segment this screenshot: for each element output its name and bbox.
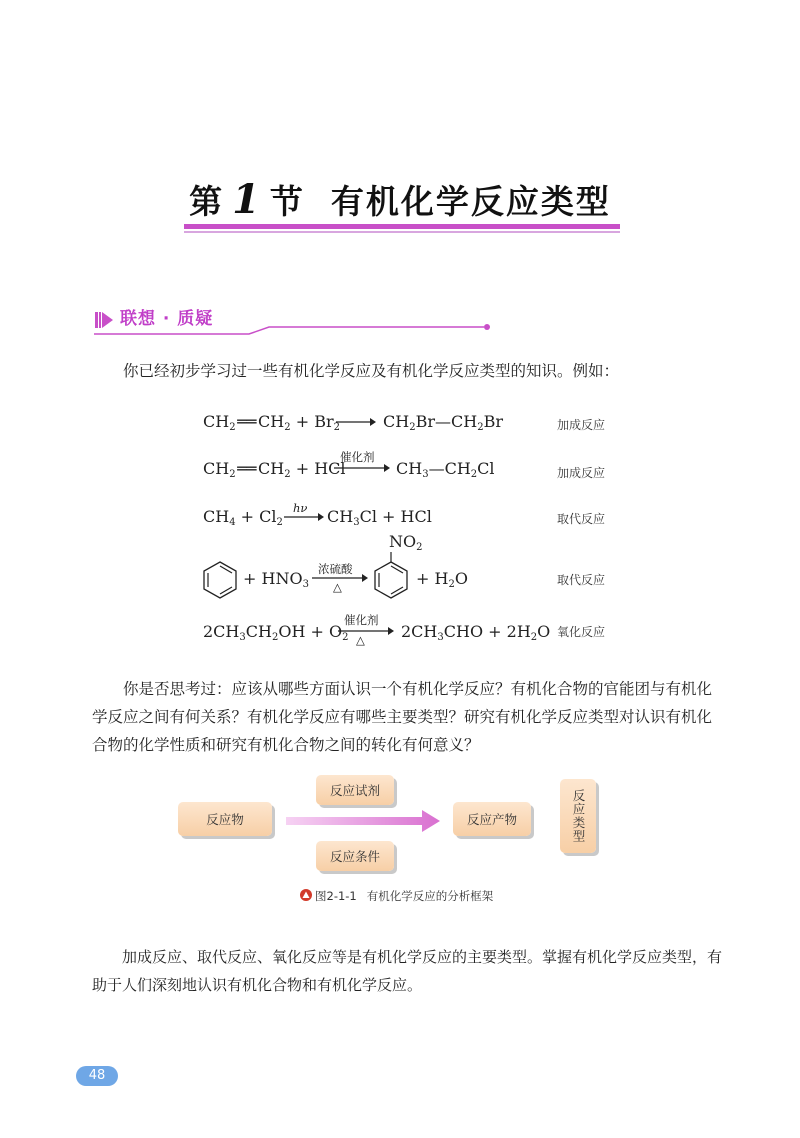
equation-4-reactant: + $HNO_3$: [243, 569, 309, 590]
reaction-arrow: [338, 625, 394, 637]
conclusion-paragraph: 加成反应、取代反应、氧化反应等是有机化学反应的主要类型。掌握有机化学反应类型，有助于人们深刻地认识有机化合物和有机化学反应。: [92, 948, 723, 994]
title-prefix: 第: [189, 182, 225, 221]
equation-1-product: $CH_2Br—CH_2Br$: [383, 412, 503, 433]
equation-1-type: 加成反应: [557, 418, 606, 432]
caption-triangle-icon: [300, 889, 312, 901]
title-suffix: 节: [269, 182, 305, 221]
diagram-box-condition: 反应条件: [316, 841, 394, 871]
title-underline-thin: [184, 231, 620, 233]
equation-2-product: $CH_3—CH_2Cl$: [396, 459, 495, 480]
figure-caption: [300, 888, 493, 904]
diagram-arrow: [286, 808, 440, 834]
caption-number: 图2-1-1: [315, 889, 357, 903]
caption-text: 有机化学反应的分析框架: [366, 889, 494, 903]
diagram-box-product: 反应产物: [453, 802, 531, 836]
equation-3-product: $CH_3Cl$ + HCl: [327, 507, 432, 528]
equation-5-product: $2CH_3CHO + 2H_2O$: [401, 622, 551, 643]
equation-5-type: 氧化反应: [557, 625, 606, 639]
diagram-box-reaction-type: [560, 779, 596, 853]
equation-1: $CH_2$ ══ $CH_2 + Br_2$: [203, 412, 340, 433]
equation-5: $2CH_3CH_2OH + O_2$: [203, 622, 349, 643]
reaction-arrow: [336, 416, 376, 428]
equation-4-condition-below: △: [333, 580, 342, 594]
page-title: [0, 176, 800, 223]
section-label: 联想 · 质疑: [120, 309, 214, 329]
reaction-arrow: [284, 511, 324, 523]
intro-paragraph: 你已经初步学习过一些有机化学反应及有机化学反应类型的知识。例如：: [123, 362, 620, 380]
diagram-box-reactant: 反应物: [178, 802, 272, 836]
equation-5-condition-below: △: [356, 633, 365, 647]
diagram-box-reagent: 反应试剂: [316, 775, 394, 805]
title-text: 有机化学反应类型: [330, 182, 611, 221]
nitrobenzene-ring-icon: [372, 552, 410, 600]
equation-3-type: 取代反应: [557, 512, 606, 526]
equation-4-type: 取代反应: [557, 573, 606, 587]
equation-2-type: 加成反应: [557, 466, 606, 480]
reaction-arrow: [334, 462, 390, 474]
section-divider: [94, 322, 494, 338]
equation-4-condition: 浓硫酸: [318, 562, 353, 576]
equation-2: $CH_2$ ══ $CH_2$ + HCl: [203, 459, 346, 480]
equation-4-substituent: $NO_2$: [389, 532, 423, 553]
page-number-badge: 48: [76, 1066, 118, 1086]
benzene-ring-icon: [201, 560, 239, 600]
equation-2-condition: 催化剂: [340, 450, 375, 464]
equation-3: $CH_4 + Cl_2$: [203, 507, 283, 528]
title-number: 1: [232, 176, 262, 223]
reaction-type-label: 反应类型: [571, 789, 586, 843]
equation-4-water: + $H_2O$: [416, 569, 468, 590]
equation-3-condition: hν: [293, 501, 308, 515]
question-paragraph: 你是否思考过：应该从哪些方面认识一个有机化学反应？有机化合物的官能团与有机化学反应之间有何关系？有机化学反应有哪些主要类型？研究有机化学反应类型对认识有机化合物的化学性质和研究有机化合物之间的转化有何意义？: [92, 680, 713, 754]
title-underline: [184, 224, 620, 229]
equation-5-condition: 催化剂: [344, 613, 379, 627]
